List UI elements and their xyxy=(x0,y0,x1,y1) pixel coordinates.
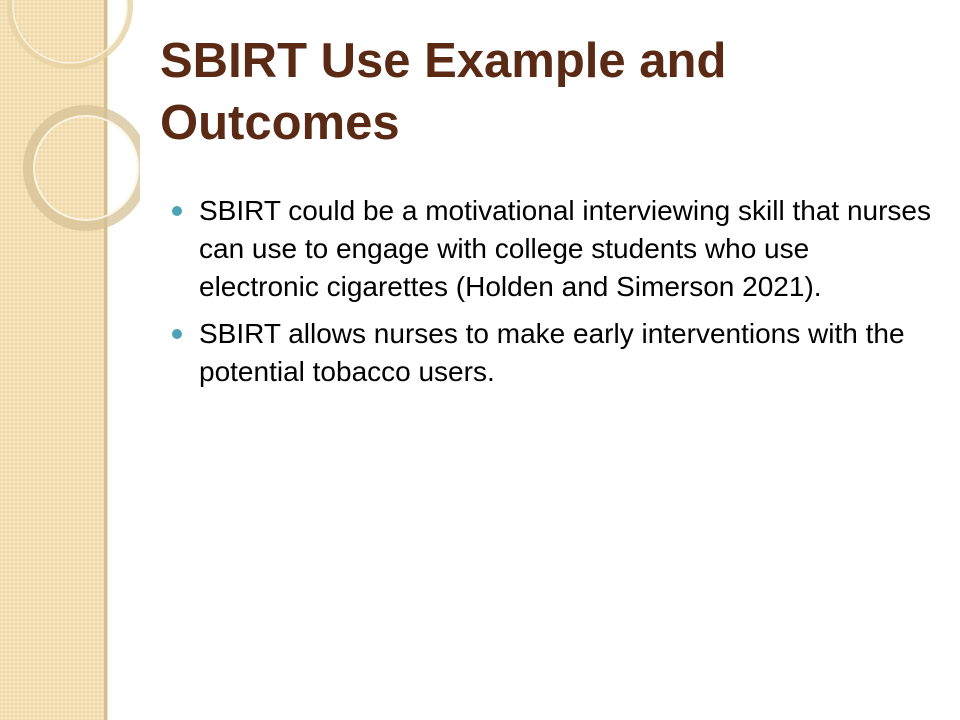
bullet-text: SBIRT allows nurses to make early interventions with the potential tobacco users. xyxy=(199,318,905,387)
decorative-ring-middle-inner xyxy=(34,116,138,220)
decorative-ring-top xyxy=(10,0,130,66)
bullet-list xyxy=(172,192,934,400)
bullet-item xyxy=(172,192,934,306)
bullet-dot-icon xyxy=(172,206,182,216)
bullet-dot-icon xyxy=(172,329,182,339)
decorative-rings xyxy=(0,0,140,240)
slide-title: SBIRT Use Example and Outcomes xyxy=(160,34,727,150)
bullet-text: SBIRT could be a motivational interviewing skill that nurses can use to engage with college students who use electronic cigarettes (Holden and Simerson 2021). xyxy=(199,195,931,302)
bullet-item xyxy=(172,315,934,391)
decorative-ring-middle xyxy=(28,110,140,226)
